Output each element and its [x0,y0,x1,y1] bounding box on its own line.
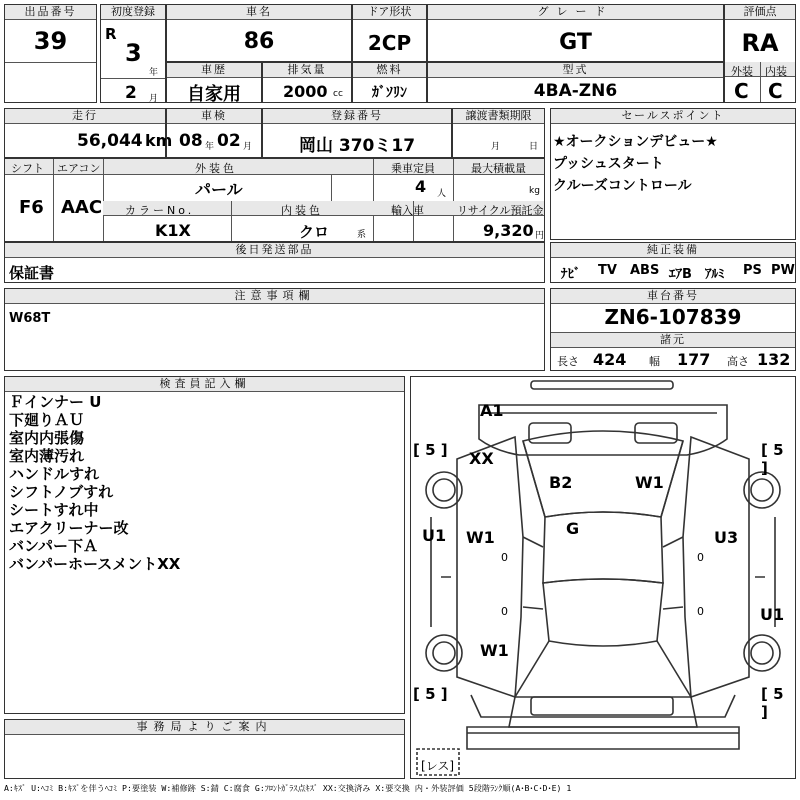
inspector-line: シートすれ中 [9,501,99,519]
damage-mark-a1: A1 [480,401,504,420]
damage-mark-b2: B2 [549,473,573,492]
selling-point-1: ★オークションデビュー★ [553,134,718,150]
length-value: 424 [593,350,627,369]
door-zero-right-rear: 0 [697,605,704,618]
office-box [4,719,405,779]
door-label: ドア形状 [353,5,426,20]
lot-box [4,4,97,103]
inspection-label: 車検 [167,109,261,124]
plate-box [262,108,452,158]
displacement-unit: cc [333,89,343,99]
equipment-item: ｴｱB [669,267,692,282]
exterior-color-label: 外装色 [195,162,237,175]
exterior-color-value: パール [195,180,243,199]
equipment-item: PS [743,263,762,278]
shift-label: シフト [11,162,44,175]
color-no-label: カラーNo. [125,204,195,217]
selling-points-label: セールスポイント [551,109,795,124]
width-value: 177 [677,350,711,369]
office-label: 事務局よりご案内 [5,720,404,735]
inspection-box [166,108,262,158]
inspector-line: バンパーホースメントXX [9,555,181,573]
damage-mark-w1-rear: W1 [480,641,509,660]
grade-label: グレード [428,5,723,20]
interior-color-label: 内装色 [281,204,323,217]
car-name-box [166,4,352,62]
inspection-month: 02 [217,131,241,151]
displacement-value: 2000 [283,82,328,101]
dims-label: 諸元 [551,332,795,348]
notes-value: W68T [9,311,51,326]
damage-mark-w1-left-door: W1 [466,528,495,547]
mileage-box [4,108,173,158]
max-load-unit: kg [529,186,540,196]
inspector-line: Ｆインナー U [9,393,102,411]
first-reg-year: 3 [125,39,142,67]
first-reg-month: 2 [125,83,137,103]
inspector-line: 下廻りＡＵ [9,411,85,429]
inspector-label: 検査員記入欄 [5,377,404,392]
grade-box [427,4,724,62]
inspection-year: 08 [179,131,203,151]
chassis-box [550,288,796,371]
history-label: 車歴 [167,63,261,78]
plate-value: 岡山 370ミ17 [298,136,416,156]
aircon-value: AAC [61,197,103,218]
car-outline [411,377,795,778]
aircon-label: エアコン [57,162,101,175]
first-reg-label: 初度登録 [101,5,165,20]
plate-label: 登録番号 [263,109,451,124]
exterior-score-value: C [734,79,749,103]
transfer-box [452,108,545,158]
recycle-unit: 円 [535,231,545,241]
lot-label: 出品番号 [5,5,96,20]
max-load-label: 最大積載量 [471,162,526,175]
selling-point-2: プッシュスタート [553,156,664,172]
inspector-box [4,376,405,714]
inspector-line: バンパー下Ａ [9,537,98,555]
inspection-month-unit: 月 [243,142,253,152]
capacity-value: 4 [415,177,427,196]
color-no-value: K1X [155,221,191,240]
chassis-value: ZN6-107839 [604,305,742,329]
tire-depth-rear-right: [ 5 ] [761,685,784,721]
model-label: 型式 [428,63,723,78]
damage-mark-w1: W1 [635,473,664,492]
spec-box [4,158,545,242]
equipment-label: 純正装備 [551,243,795,258]
fuel-label: 燃料 [353,63,426,78]
tire-depth-front-right: [ 5 ] [761,441,784,477]
fuel-box [352,62,427,103]
notes-label: 注意事項欄 [5,289,544,304]
equipment-item: TV [598,263,617,278]
door-zero-left-front: 0 [501,551,508,564]
recycle-value: 9,320 [483,221,534,240]
first-reg-month-unit: 月 [149,94,159,104]
later-parts-value: 保証書 [9,264,55,282]
length-label: 長さ [557,355,579,368]
damage-mark-xx: XX [469,449,494,468]
selling-point-3: クルーズコントロール [553,178,692,194]
interior-score-label: 内装 [765,65,787,78]
interior-color-suffix: 系 [357,230,367,240]
damage-mark-u1-left: U1 [422,526,447,545]
import-label: 輸入車 [391,204,424,217]
score-box [724,4,796,103]
recycle-label: リサイクル預託金 [457,204,544,217]
exterior-score-label: 外装 [731,65,753,78]
history-box [166,62,262,103]
damage-mark-g: G [566,519,580,538]
selling-points-box [550,108,796,240]
height-label: 高さ [727,355,749,368]
mileage-label: 走行 [5,109,165,124]
inspection-year-unit: 年 [205,142,215,152]
capacity-unit: 人 [437,189,447,199]
lot-number: 39 [33,27,68,55]
mileage-unit: km [145,131,173,150]
equipment-item: PW [771,263,795,278]
tire-depth-rear-left: [ 5 ] [413,685,448,703]
inspector-line: 室内薄汚れ [9,447,85,465]
shift-value: F6 [19,197,44,218]
first-reg-era: R [105,25,117,43]
height-value: 132 [757,350,791,369]
car-diagram [410,376,796,779]
equipment-item: ｱﾙﾐ [705,267,725,282]
transfer-label: 譲渡書類期限 [453,109,544,124]
later-parts-label: 後日発送部品 [5,243,544,258]
door-zero-right-front: 0 [697,551,704,564]
spare-tire-label: [レス] [421,759,455,773]
interior-score-value: C [768,79,783,103]
door-box [352,4,427,62]
displacement-box [262,62,352,103]
damage-mark-u1-right: U1 [760,605,785,624]
displacement-label: 排気量 [263,63,351,78]
car-name-value: 86 [243,29,275,54]
history-value: 自家用 [187,84,241,105]
width-label: 幅 [649,355,660,368]
grade-value: GT [559,30,592,55]
mileage-value: 56,044 [77,131,143,151]
transfer-month-unit: 月 [491,142,501,152]
door-zero-left-rear: 0 [501,605,508,618]
score-value: RA [741,29,779,57]
later-parts-box [4,242,545,283]
chassis-label: 車台番号 [551,289,795,304]
inspector-line: シフトノブすれ [9,483,114,501]
score-label: 評価点 [725,5,795,20]
notes-box [4,288,545,371]
inspector-line: ハンドルすれ [9,465,100,483]
tire-depth-front-left: [ 5 ] [413,441,448,459]
equipment-item: ABS [630,263,660,278]
door-value: 2CP [367,31,412,55]
car-name-label: 車名 [167,5,351,20]
transfer-day-unit: 日 [529,142,539,152]
model-value: 4BA-ZN6 [533,81,618,101]
first-reg-box [100,4,166,103]
inspector-line: 室内内張傷 [9,429,85,447]
model-box [427,62,724,103]
legend: A:ｷｽﾞ U:ﾍｺﾐ B:ｷｽﾞを伴うﾍｺﾐ P:要塗装 W:補修跡 S:錆 C:腐食 G:ﾌﾛﾝﾄｶﾞﾗｽ点ｷｽﾞ XX:交換済み X:要交換 内・外装評価 5段階ﾗﾝｸ順(A･B･C･D･E) 1 [4,783,572,793]
capacity-label: 乗車定員 [391,162,435,175]
interior-color-value: クロ [299,223,330,241]
damage-mark-u3: U3 [714,528,739,547]
equipment-box [550,242,796,283]
equipment-item: ﾅﾋﾞ [561,267,581,282]
inspector-line: エアクリーナー改 [9,519,129,537]
first-reg-year-unit: 年 [149,68,159,78]
fuel-value: ｶﾞｿﾘﾝ [372,85,407,101]
